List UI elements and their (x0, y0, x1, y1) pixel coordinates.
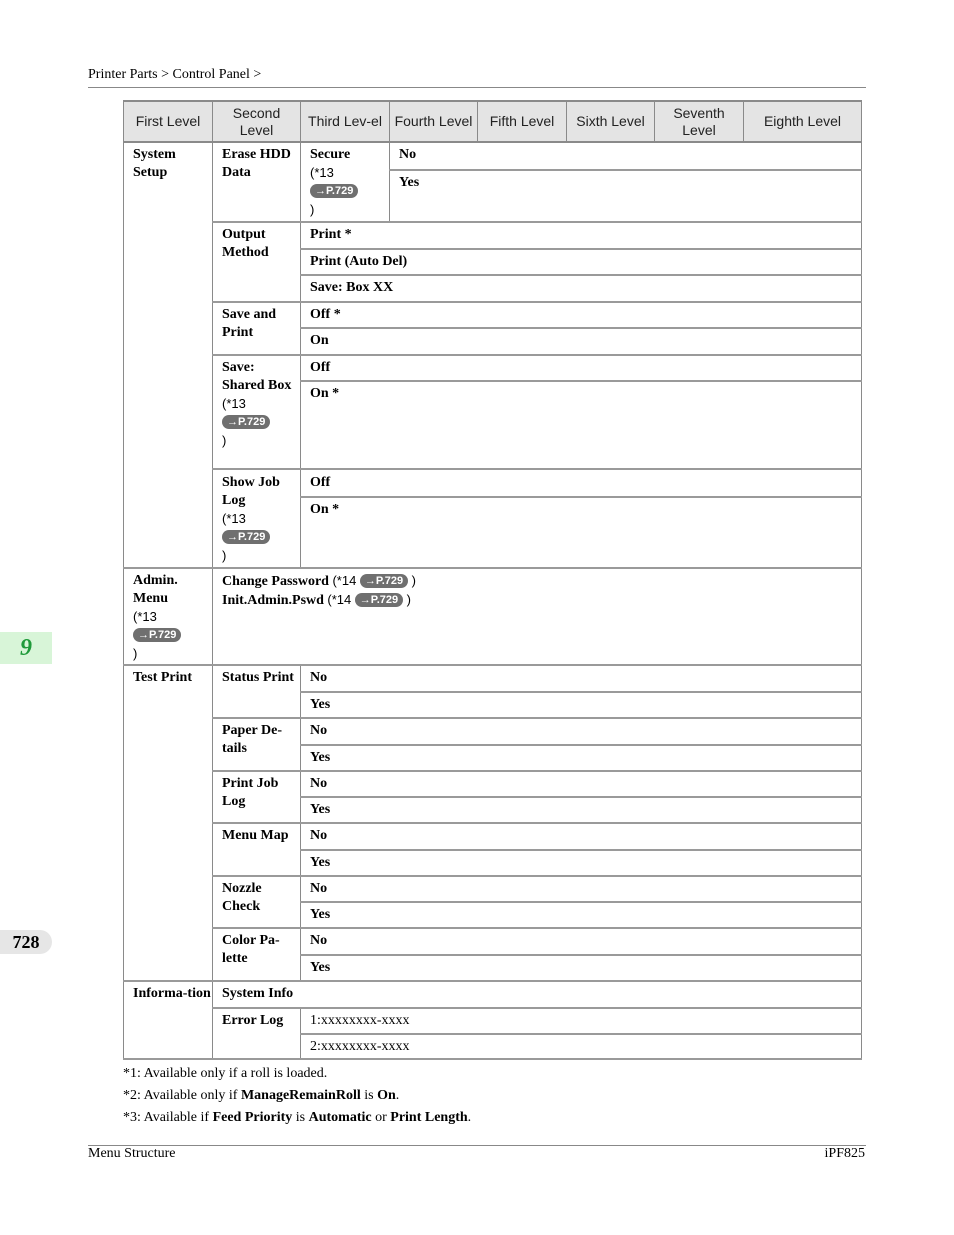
chapter-tab[interactable]: 9 (0, 632, 52, 664)
col-header-first-level: First Level (123, 100, 212, 143)
option-yes: Yes (310, 960, 331, 975)
second-level-save-shared-box (212, 356, 300, 469)
header-rule (88, 87, 866, 88)
save-shared-box-label: Save: Shared Box (222, 360, 292, 393)
page-ref-link[interactable]: →P.729 (360, 574, 408, 588)
second-level-menu-map: Menu Map (222, 828, 289, 843)
admin-menu-label: Admin. Menu (133, 573, 178, 606)
second-level-erase-hdd-data: Erase HDD Data (222, 147, 291, 180)
option-print: Print * (310, 227, 352, 242)
footnote-bold: Feed Priority (212, 1110, 293, 1125)
option-no: No (310, 776, 328, 791)
page-ref-link[interactable]: →P.729 (133, 628, 181, 642)
footnote-bold: Automatic (308, 1110, 372, 1125)
footnote-3 (123, 1110, 471, 1126)
second-level-color-palette: Color Pa-lette (222, 933, 280, 966)
second-level-show-job-log (212, 471, 300, 567)
second-level-save-and-print: Save and Print (222, 307, 277, 340)
option-no: No (310, 670, 328, 685)
option-yes: Yes (310, 697, 331, 712)
option-off: Off (310, 360, 331, 375)
table-border-right (861, 143, 862, 1060)
first-level-information: Informa-tion (133, 986, 211, 1001)
footnote-text: *3: Available if (123, 1110, 213, 1125)
option-on: On (310, 333, 329, 348)
page-number-tab: 728 (0, 930, 52, 954)
third-level-secure (300, 143, 389, 222)
second-level-system-info: System Info (222, 986, 294, 1001)
footnote-14: (*14 (327, 592, 352, 607)
option-off: Off (310, 475, 331, 490)
second-level-nozzle-check: Nozzle Check (222, 881, 262, 914)
page-ref-link[interactable]: →P.729 (222, 415, 270, 429)
col-header-fifth-level: Fifth Level (477, 100, 566, 143)
first-level-admin-menu (123, 569, 212, 664)
footnote-13: (*13 (310, 165, 334, 180)
footnote-text: is (292, 1110, 309, 1125)
col-header-seventh-level: Seventh Level (654, 100, 743, 143)
option-yes: Yes (310, 802, 331, 817)
first-level-system-setup: System Setup (133, 147, 176, 180)
init-admin-pswd-item: Init.Admin.Pswd (222, 593, 324, 608)
second-level-output-method: Output Method (222, 227, 269, 260)
option-save-box-xx: Save: Box XX (310, 280, 394, 295)
footnote-text: . (467, 1110, 472, 1125)
second-level-print-job-log: Print Job Log (222, 776, 279, 809)
table-border-bottom (123, 1058, 862, 1060)
col-header-second-level: Second Level (212, 100, 300, 143)
footer-section-title: Menu Structure (88, 1146, 176, 1161)
footnote-14: (*14 (332, 573, 357, 588)
footer-rule (88, 1145, 866, 1146)
close-paren: ) (222, 548, 227, 563)
option-yes: Yes (310, 907, 331, 922)
option-no: No (399, 147, 417, 162)
footnote-1: *1: Available only if a roll is loaded. (123, 1066, 328, 1081)
secure-label: Secure (310, 147, 351, 162)
option-no: No (310, 828, 328, 843)
close-paren: ) (406, 592, 411, 607)
option-on: On * (310, 386, 340, 401)
page-ref-link[interactable]: →P.729 (310, 184, 358, 198)
option-yes: Yes (399, 175, 420, 190)
second-level-error-log: Error Log (222, 1013, 284, 1028)
close-paren: ) (133, 646, 138, 661)
option-off: Off * (310, 307, 341, 322)
footnote-bold: On (377, 1088, 396, 1103)
error-log-entry-2: 2:xxxxxxxx-xxxx (310, 1039, 410, 1054)
footnote-text: . (395, 1088, 400, 1103)
change-password-item: Change Password (222, 574, 329, 589)
option-print-auto-del: Print (Auto Del) (310, 254, 408, 269)
footnote-bold: ManageRemainRoll (240, 1088, 361, 1103)
option-no: No (310, 881, 328, 896)
footnote-13: (*13 (222, 396, 246, 411)
footnote-text: *2: Available only if (123, 1088, 241, 1103)
close-paren: ) (411, 573, 416, 588)
option-no: No (310, 933, 328, 948)
footnote-text: is (360, 1088, 378, 1103)
row-divider (212, 468, 862, 470)
option-on: On * (310, 502, 340, 517)
option-yes: Yes (310, 750, 331, 765)
footnote-text: or (371, 1110, 391, 1125)
col-header-eighth-level: Eighth Level (743, 100, 862, 143)
admin-menu-items (212, 569, 861, 664)
close-paren: ) (222, 433, 227, 448)
col-header-third-level: Third Lev-el (300, 100, 389, 143)
close-paren: ) (310, 202, 315, 217)
col-header-sixth-level: Sixth Level (566, 100, 654, 143)
footnote-bold: Print Length (390, 1110, 468, 1125)
page-ref-link[interactable]: →P.729 (355, 593, 403, 607)
breadcrumb: Printer Parts > Control Panel > (88, 67, 262, 82)
page-ref-link[interactable]: →P.729 (222, 530, 270, 544)
option-no: No (310, 723, 328, 738)
option-yes: Yes (310, 855, 331, 870)
col-header-fourth-level: Fourth Level (389, 100, 477, 143)
footnote-13: (*13 (222, 511, 246, 526)
first-level-test-print: Test Print (133, 670, 192, 685)
footnote-13: (*13 (133, 609, 157, 624)
second-level-status-print: Status Print (222, 670, 294, 685)
error-log-entry-1: 1:xxxxxxxx-xxxx (310, 1013, 410, 1028)
show-job-log-label: Show Job Log (222, 475, 280, 508)
footer-model-name: iPF825 (824, 1146, 865, 1161)
second-level-paper-details: Paper De-tails (222, 723, 282, 756)
footnote-2 (123, 1088, 399, 1104)
